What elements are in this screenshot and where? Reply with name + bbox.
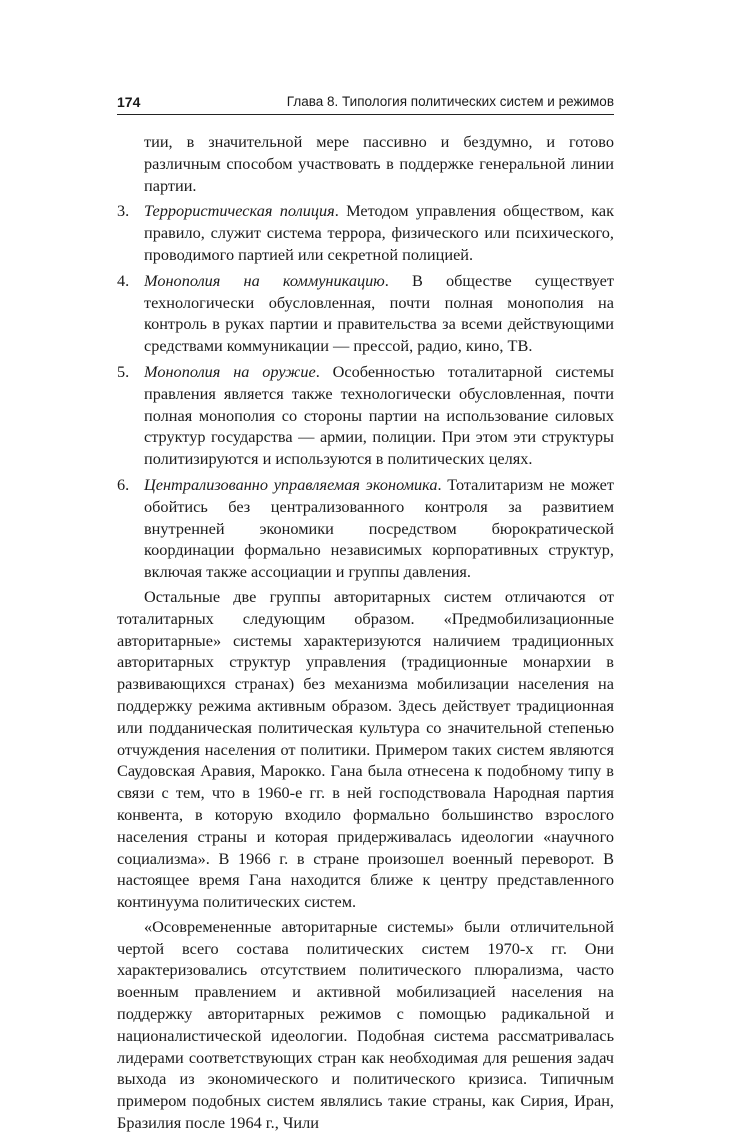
list-item-term: Монополия на коммуникацию: [144, 270, 385, 290]
body-paragraph: «Осовремененные авторитарные системы» были отличительной чертой всего состава политических систем 1970-х гг. Они характеризовались отсутствием политического плюрализма, часто военным правлением и активной мобилизацией населения на поддержку авторитарных режимов с помощью радикальной и националистической идеологии. Подобная система рассматривалась лидерами соответствующих стран как необходимая для решения задач выхода из экономического и политического кризиса. Типичным примером подобных систем являлись такие страны, как Сирия, Иран, Бразилия после 1964 г., Чили: [117, 916, 614, 1133]
list-item: [117, 361, 614, 470]
list-item-text: . Тоталитаризм не может обойтись без централизованного контроля за развитием внутренней экономики посредством бюрократической координации формально независимых корпоративных структур, включая также ассоциации и группы давления.: [144, 474, 614, 582]
list-item-term: Монополия на оружие: [144, 361, 316, 381]
page-body: [117, 131, 614, 1134]
list-item-term: Централизованно управляемая экономика: [144, 474, 438, 494]
page-header: [117, 90, 614, 115]
running-head: Глава 8. Типология политических систем и режимов: [286, 94, 614, 109]
list-item: [117, 474, 614, 583]
list-item-number: 6.: [117, 474, 130, 494]
list-item-number: 5.: [117, 361, 130, 381]
list-item-number: 4.: [117, 270, 130, 290]
list-item-text: . Особенностью тоталитарной системы правления является также технологически обусловленная, почти полная монополия со стороны партии на использование силовых структур государства — армии, полиции. При этом эти структуры политизируются и используются в политических целях.: [144, 361, 614, 469]
list-item: [117, 270, 614, 357]
list-item-text: . Методом управления обществом, как правило, служит система террора, физического или психического, проводимого партией или секретной полицией.: [144, 201, 614, 264]
list-item: [117, 200, 614, 265]
body-paragraph: Остальные две группы авторитарных систем отличаются от тоталитарных следующим образом. «Предмобилизационные авторитарные» системы характеризуются наличием традиционных авторитарных структур управления (традиционные монархии в развивающихся странах) без механизма мобилизации населения на поддержку режима активным образом. Здесь действует традиционная или подданическая политическая культура со значительной степенью отчуждения населения от политики. Примером таких систем являются Саудовская Аравия, Марокко. Гана была отнесена к подобному типу в связи с тем, что в 1960-е гг. в ней господствовала Народная партия конвента, в которую входило формально большинство взрослого населения страны и которая придерживалась идеологии «научного социализма». В 1966 г. в стране произошел военный переворот. В настоящее время Гана находится ближе к центру представленного континуума политических систем.: [117, 586, 614, 912]
list-item-text: . В обществе существует технологически обусловленная, почти полная монополия на контроль в руках партии и правительства за всеми действующими средствами коммуникации — прессой, радио, кино, ТВ.: [144, 270, 614, 356]
continuation-text: тии, в значительной мере пассивно и бездумно, и готово различным способом участвовать в поддержке генеральной линии партии.: [144, 132, 614, 195]
page-number: 174: [117, 94, 141, 110]
list-item-number: 3.: [117, 201, 130, 221]
list-item-term: Террористическая полиция: [144, 201, 335, 221]
